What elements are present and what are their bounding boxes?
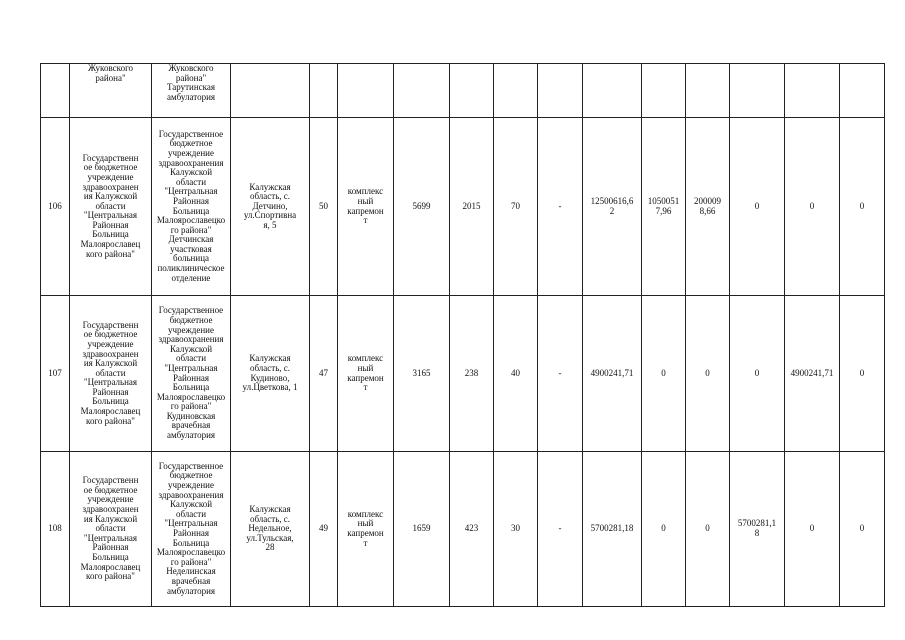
address-cell: Калужская область, с. Детчино, ул.Спортивна я, 5 — [231, 118, 310, 296]
table-row — [41, 64, 885, 118]
cell-col6: 5699 — [394, 118, 450, 296]
cell-col13: 0 — [730, 118, 785, 296]
cell-col7 — [450, 64, 494, 118]
cell-col9 — [538, 64, 583, 118]
cell-col13: 5700281,1 8 — [730, 452, 785, 607]
cell-col10: 12500616,6 2 — [583, 118, 642, 296]
work-type-cell: комплекс ный капремон т — [338, 296, 394, 452]
cell-col9: - — [538, 118, 583, 296]
table-row — [41, 452, 885, 607]
cell-col12: 0 — [686, 296, 730, 452]
cell-col6 — [394, 64, 450, 118]
facility-cell: Государственное бюджетное учреждение здравоохранения Калужской области "Центральная Районная Больница Малоярославецко го района" Неделинская врачебная амбулатория — [152, 452, 231, 607]
facility-cell: Государственное бюджетное учреждение здравоохранения Калужской области "Центральная Районная Больница Малоярославецко го района" Детчинская участковая больница поликлиническое отделение — [152, 118, 231, 296]
table-row — [41, 118, 885, 296]
cell-col12 — [686, 64, 730, 118]
cell-col4 — [310, 64, 338, 118]
cell-col9: - — [538, 452, 583, 607]
cell-col11: 0 — [642, 296, 686, 452]
row-number: 108 — [41, 452, 70, 607]
address-cell: Калужская область, с. Недельное, ул.Тульская, 28 — [231, 452, 310, 607]
cell-col14: 4900241,71 — [785, 296, 840, 452]
facility-cell: Государственное бюджетное учреждение здравоохранения Калужской области "Центральная Районная Больница Малоярославецко го района" Кудиновская врачебная амбулатория — [152, 296, 231, 452]
cell-col11: 0 — [642, 452, 686, 607]
cell-col12: 200009 8,66 — [686, 118, 730, 296]
cell-col4: 47 — [310, 296, 338, 452]
row-number — [41, 64, 70, 118]
work-type-cell: комплекс ный капремон т — [338, 118, 394, 296]
cell-col8: 70 — [494, 118, 538, 296]
cell-col6: 3165 — [394, 296, 450, 452]
address-cell: Калужская область, с. Кудиново, ул.Цветкова, 1 — [231, 296, 310, 452]
table-row — [41, 296, 885, 452]
cell-col13: 0 — [730, 296, 785, 452]
cell-col7: 2015 — [450, 118, 494, 296]
facility-cell: Жуковского района" Тарутинская амбулатория — [152, 64, 231, 118]
cell-col4: 49 — [310, 452, 338, 607]
cell-col10: 4900241,71 — [583, 296, 642, 452]
cell-col8 — [494, 64, 538, 118]
work-type-cell: комплекс ный капремон т — [338, 452, 394, 607]
cell-col10: 5700281,18 — [583, 452, 642, 607]
cell-col9: - — [538, 296, 583, 452]
cell-col8: 30 — [494, 452, 538, 607]
organization-cell: Государственн ое бюджетное учреждение здравоохранен ия Калужской области "Центральная Районная Больница Малоярославец кого района" — [70, 296, 152, 452]
cell-col15: 0 — [840, 118, 885, 296]
cell-col14: 0 — [785, 452, 840, 607]
cell-col6: 1659 — [394, 452, 450, 607]
cell-col15: 0 — [840, 296, 885, 452]
cell-col4: 50 — [310, 118, 338, 296]
cell-col7: 423 — [450, 452, 494, 607]
cell-col13 — [730, 64, 785, 118]
cell-col11: 1050051 7,96 — [642, 118, 686, 296]
cell-col5 — [338, 64, 394, 118]
cell-col11 — [642, 64, 686, 118]
organization-cell: Государственн ое бюджетное учреждение здравоохранен ия Калужской области "Центральная Районная Больница Малоярославец кого района" — [70, 452, 152, 607]
cell-col8: 40 — [494, 296, 538, 452]
address-cell — [231, 64, 310, 118]
facilities-table — [40, 63, 885, 607]
row-number: 106 — [41, 118, 70, 296]
organization-cell: Жуковского района" — [70, 64, 152, 118]
cell-col12: 0 — [686, 452, 730, 607]
cell-col14: 0 — [785, 118, 840, 296]
cell-col15 — [840, 64, 885, 118]
cell-col15: 0 — [840, 452, 885, 607]
organization-cell: Государственн ое бюджетное учреждение здравоохранен ия Калужской области "Центральная Районная Больница Малоярославец кого района" — [70, 118, 152, 296]
cell-col7: 238 — [450, 296, 494, 452]
row-number: 107 — [41, 296, 70, 452]
cell-col10 — [583, 64, 642, 118]
cell-col14 — [785, 64, 840, 118]
